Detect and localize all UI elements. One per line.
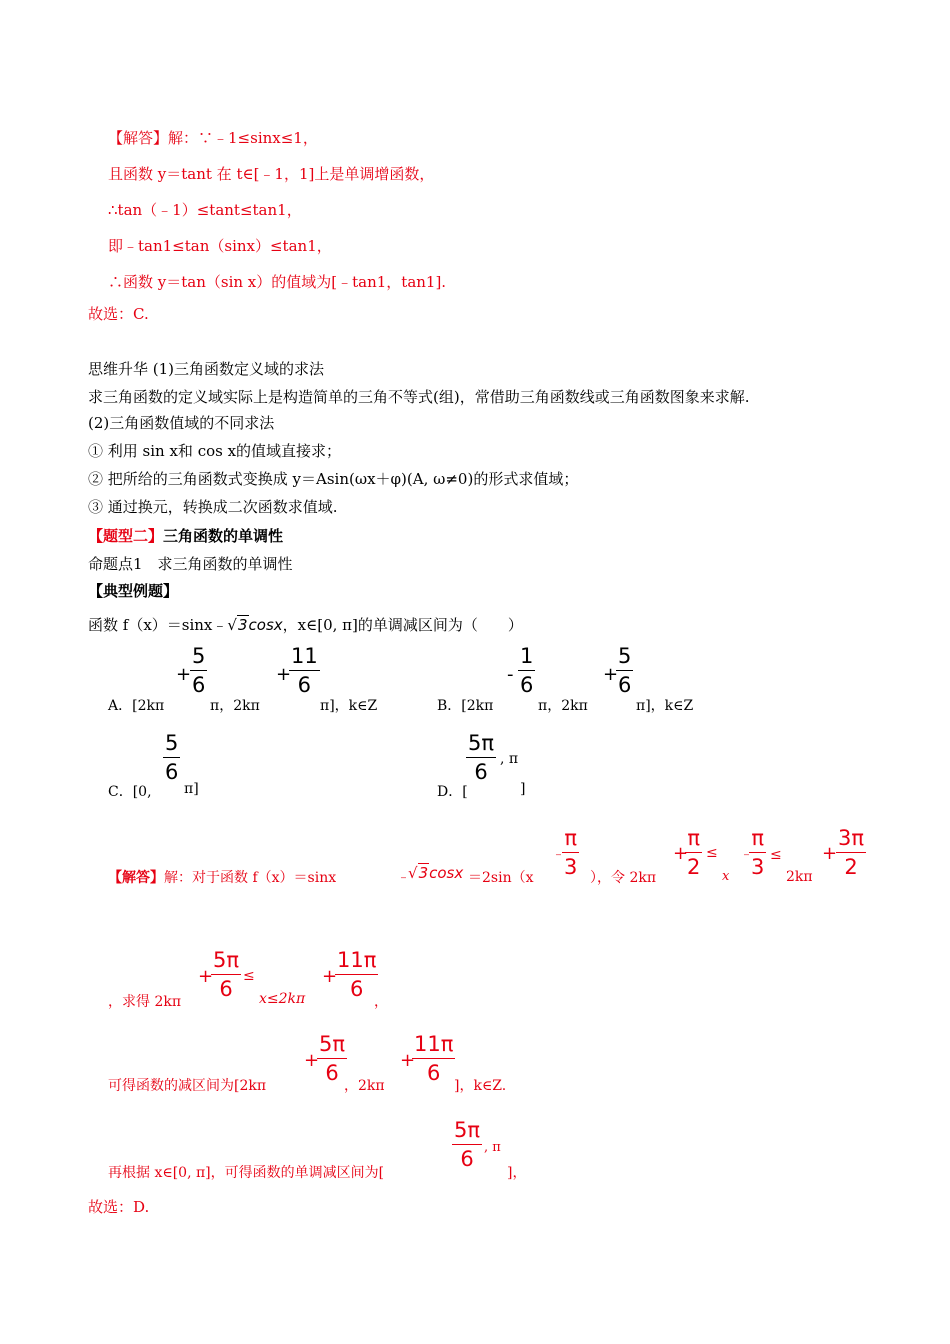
option-b-fraction1: 1 6 [520,644,534,697]
frac-pi-over-3: π 3 [564,826,578,879]
solution1-line3: ∴tan（﹣1）≤tant≤tan1， [108,201,302,219]
section-point: 命题点1 求三角函数的单调性 [88,555,293,573]
frac-pi-over-2: π 2 [687,826,701,879]
frac-11pi-over-6: 11π 6 [337,948,377,1001]
frac-11pi-over-6b: 11π 6 [414,1032,454,1085]
solution1-line5: ∴函数 y＝tan（sin x）的值域为[﹣tan1，tan1]. [108,273,447,291]
option-a-fraction1: 5 6 [192,644,206,697]
summary-line5: ② 把所给的三角函数式变换成 y＝Asin(ωx＋φ)(A, ω≠0)的形式求值域； [88,470,579,488]
option-b[interactable]: B．[2kπ [437,698,494,714]
question-stem: 函数 f（x）＝sinx﹣√3cosx，x∈[0, π]的单调减区间为（ ） [88,616,523,634]
sqrt-3: √3 [227,616,248,634]
option-c-fraction: 5 6 [165,731,179,784]
solution2-line4: 再根据 x∈[0, π]，可得函数的单调减区间为[ [108,1165,385,1181]
frac-pi-over-3b: π 3 [751,826,765,879]
summary-line4: ① 利用 sin x和 cos x的值域直接求； [88,442,342,460]
solution1-line2: 且函数 y＝tant 在 t∈[﹣1，1]上是单调增函数， [108,165,435,183]
solution2-choice: 故选：D. [88,1198,150,1216]
example-heading: 【典型例题】 [88,582,179,600]
summary-line2: 求三角函数的定义域实际上是构造简单的三角不等式(组)，常借助三角函数线或三角函数图象来求解. [88,388,750,406]
solution1-line1: 【解答】解：∵﹣1≤sinx≤1， [108,129,318,147]
option-b-fraction2: 5 6 [618,644,632,697]
option-a[interactable]: A．[2kπ [108,698,165,714]
option-d-fraction: 5π 6 [468,731,495,784]
solution2-line1: 【解答】解：对于函数 f（x）＝sinx [108,870,337,886]
section-heading [88,525,283,546]
option-a-fraction2: 11 6 [291,644,318,697]
section-tag: 【题型二】 [88,527,164,545]
frac-5pi-over-6: 5π 6 [213,948,240,1001]
frac-5pi-over-6c: 5π 6 [454,1118,481,1171]
sqrt-3-solution: √3cosx [408,864,464,882]
option-c[interactable]: C．[0, [108,784,152,800]
frac-3pi-over-2: 3π 2 [838,826,865,879]
solution2-line3: 可得函数的减区间为[2kπ [108,1078,267,1094]
summary-line6: ③ 通过换元，转换成二次函数求值域. [88,498,338,516]
summary-line1: 思维升华 (1)三角函数定义域的求法 [88,360,325,378]
solution1-choice: 故选：C. [88,305,149,323]
solution1-line4: 即﹣tan1≤tan（sinx）≤tan1， [108,237,332,255]
solution2-line2: ，求得 2kπ [108,994,182,1010]
frac-5pi-over-6b: 5π 6 [319,1032,346,1085]
section-title: 三角函数的单调性 [163,527,284,545]
answer-heading-2: 【解答】 [108,870,164,886]
answer-heading: 【解答】 [108,129,169,147]
option-d[interactable]: D．[ [437,784,468,800]
summary-line3: (2)三角函数值域的不同求法 [88,414,275,432]
